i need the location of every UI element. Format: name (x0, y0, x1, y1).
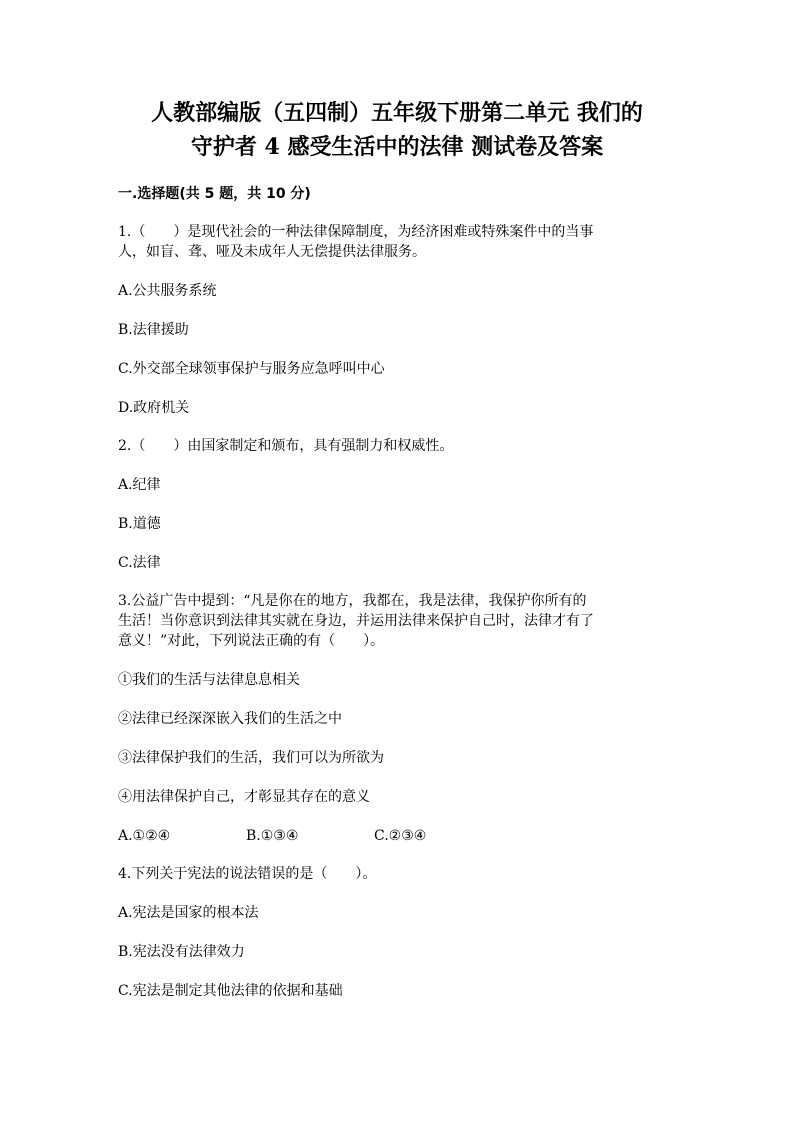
option-b: B.宪法没有法律效力 (118, 944, 245, 960)
question-1 (118, 222, 676, 418)
question-line: 3.公益广告中提到：“凡是你在的地方，我都在，我是法律，我保护你所有的 (118, 593, 587, 609)
option-a: A.宪法是国家的根本法 (118, 905, 259, 921)
question-line: 4.下列关于宪法的说法错误的是（ ）。 (118, 866, 377, 882)
title-line-2: 守护者 4 感受生活中的法律 测试卷及答案 (190, 134, 604, 160)
statement-2: ②法律已经深深嵌入我们的生活之中 (118, 711, 342, 727)
option-d: D.政府机关 (118, 400, 190, 416)
question-line: 1.（ ）是现代社会的一种法律保障制度，为经济困难或特殊案件中的当事 (118, 224, 594, 240)
question-line: 意义！”对此，下列说法正确的有（ ）。 (118, 633, 385, 649)
statement-1: ①我们的生活与法律息息相关 (118, 672, 300, 688)
options-row (118, 826, 676, 846)
question-text (118, 591, 676, 651)
option-a: A.①②④ (118, 828, 171, 844)
title-line-1: 人教部编版（五四制）五年级下册第二单元 我们的 (151, 100, 643, 126)
document-title (118, 96, 676, 164)
question-3 (118, 591, 676, 846)
statement-3: ③法律保护我们的生活，我们可以为所欲为 (118, 750, 384, 766)
question-2 (118, 436, 676, 573)
option-c: C.法律 (118, 555, 161, 571)
question-text (118, 436, 676, 456)
option-b: B.①③④ (246, 828, 299, 844)
question-line: 人，如盲、聋、哑及未成年人无偿提供法律服务。 (118, 244, 426, 260)
option-b: B.法律援助 (118, 322, 189, 338)
option-c: C.外交部全球领事保护与服务应急呼叫中心 (118, 361, 385, 377)
option-a: A.纪律 (118, 477, 161, 493)
question-text (118, 222, 676, 262)
statement-4: ④用法律保护自己，才彰显其存在的意义 (118, 789, 370, 805)
option-a: A.公共服务系统 (118, 283, 217, 299)
section-heading: 一.选择题(共 5 题，共 10 分) (118, 186, 311, 202)
question-text (118, 864, 676, 884)
option-b: B.道德 (118, 516, 161, 532)
option-c: C.宪法是制定其他法律的依据和基础 (118, 983, 343, 999)
question-line: 生活！当你意识到法律其实就在身边，并运用法律来保护自己时，法律才有了 (118, 613, 594, 629)
question-line: 2.（ ）由国家制定和颁布，具有强制力和权威性。 (118, 438, 454, 454)
option-c: C.②③④ (374, 828, 427, 844)
question-4 (118, 864, 676, 1001)
